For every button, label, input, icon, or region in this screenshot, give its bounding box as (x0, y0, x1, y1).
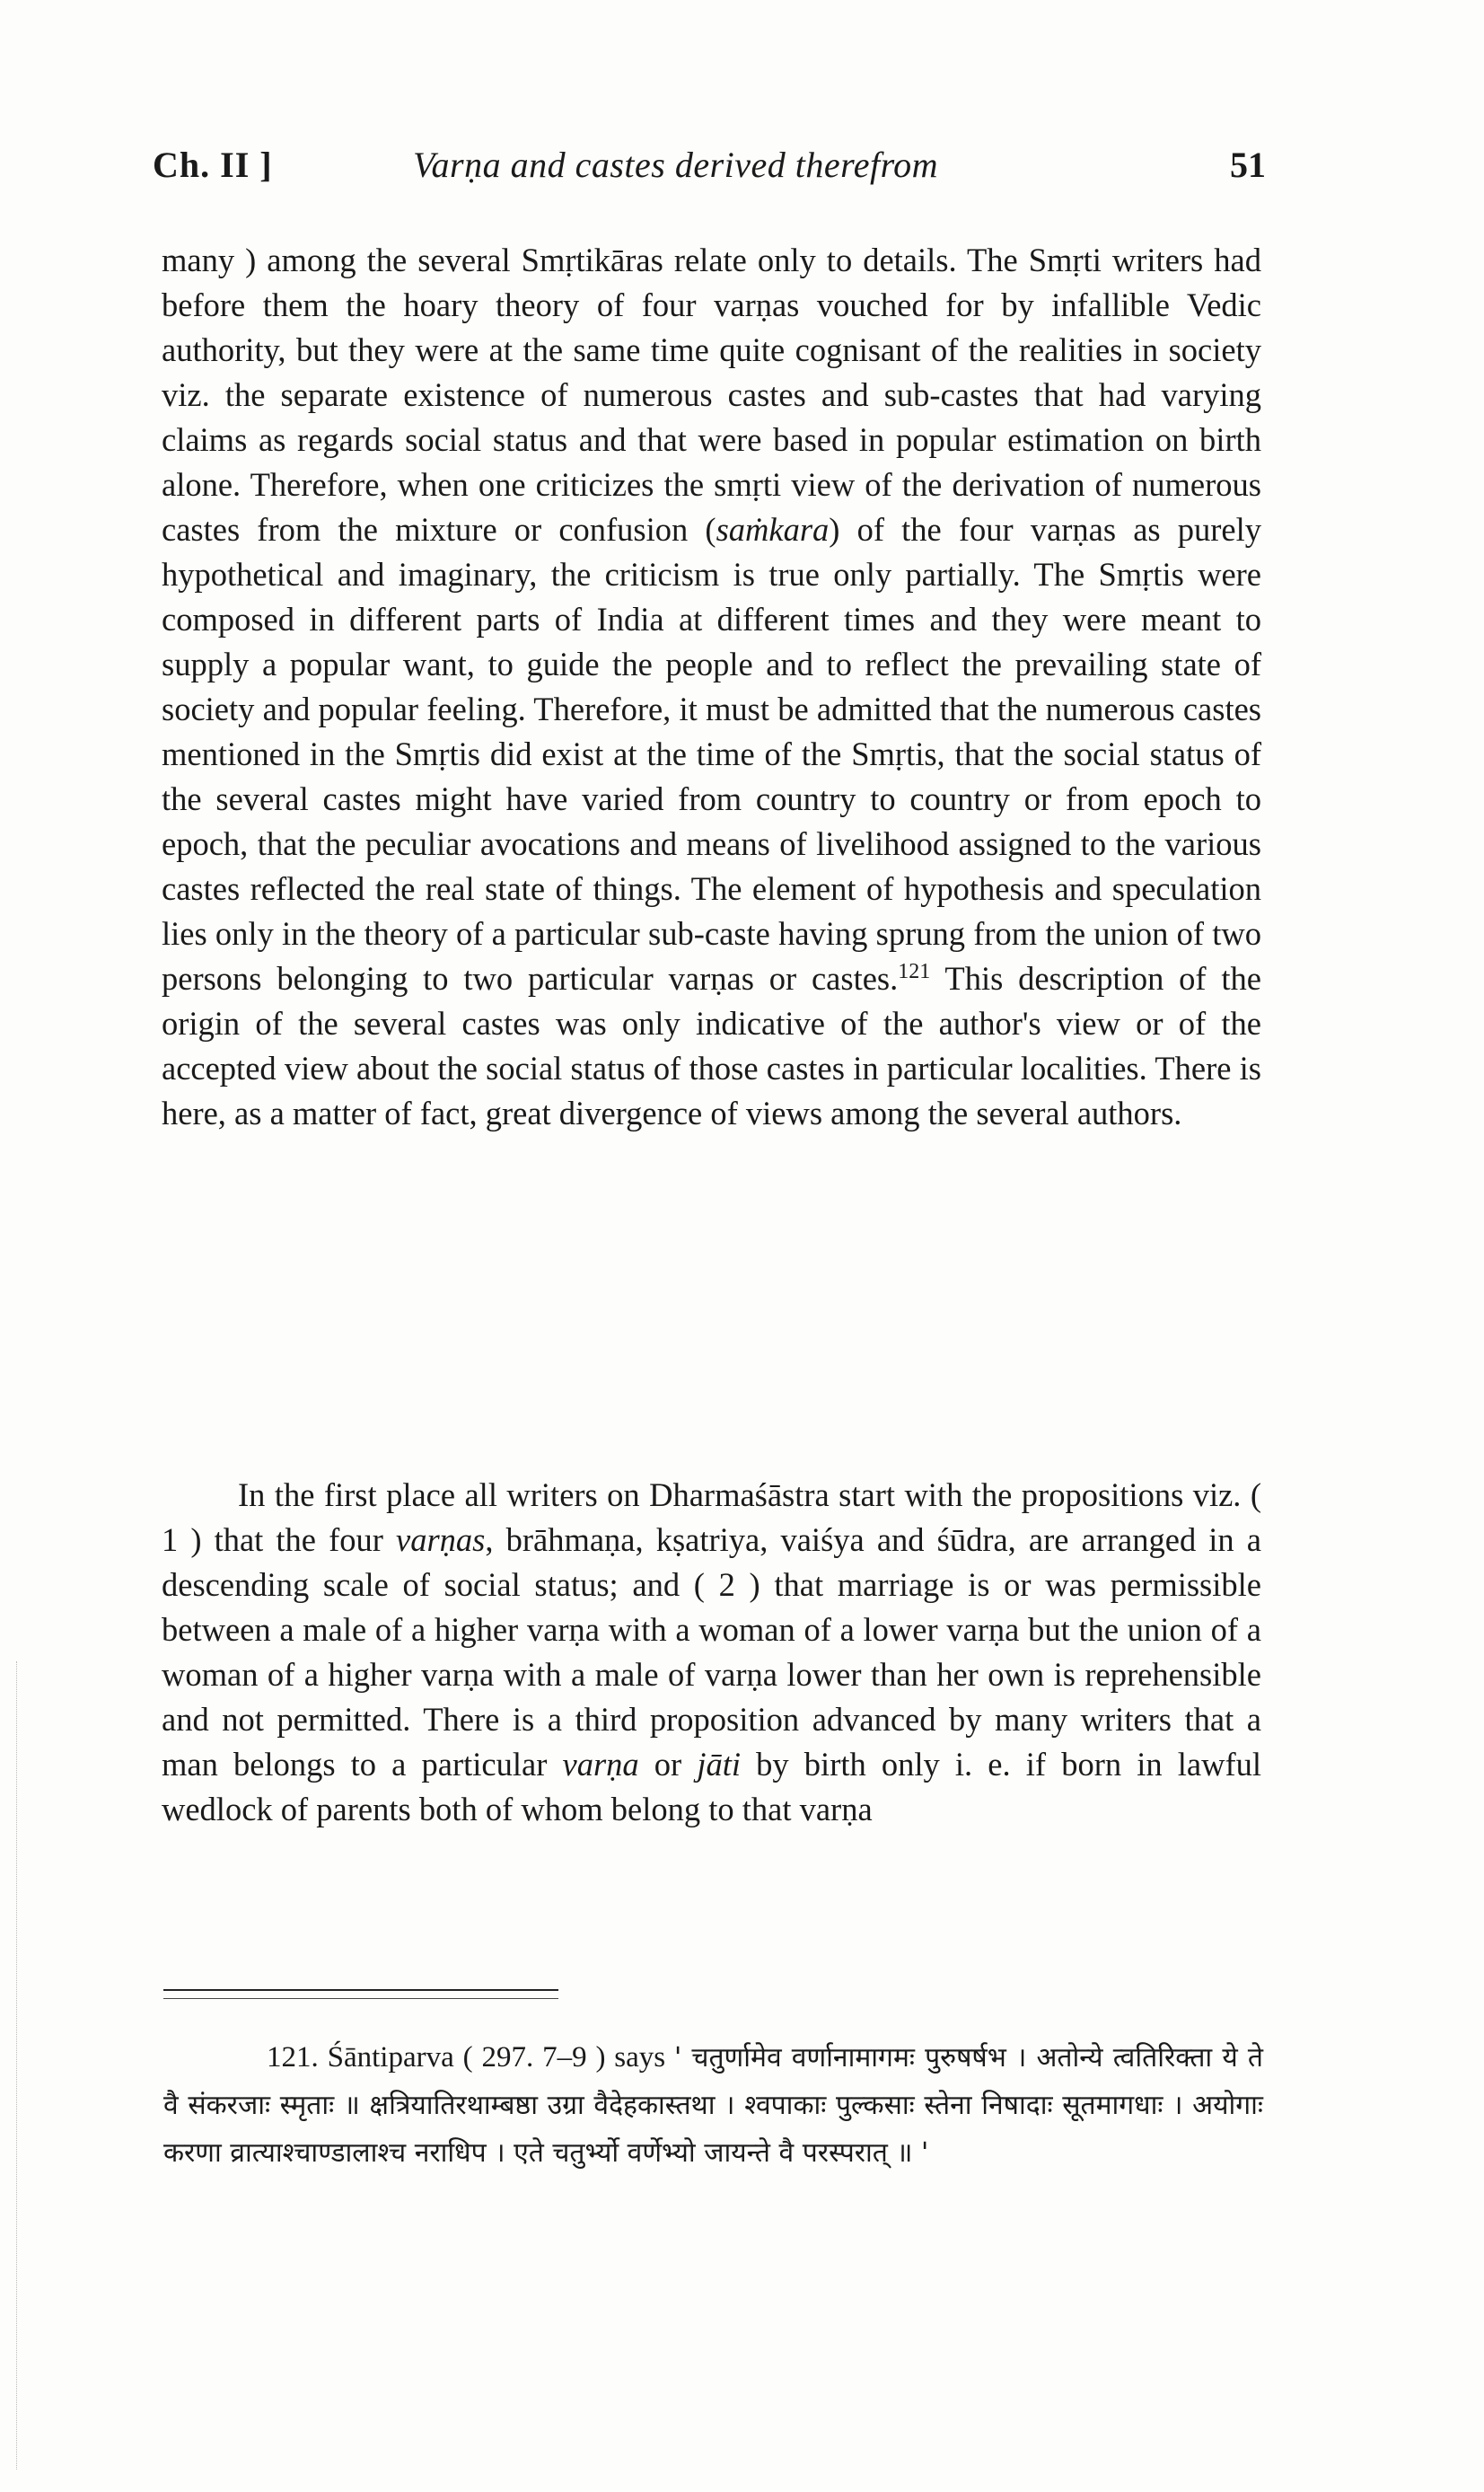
paragraph-1-text-b: ) of the four varṇas as purely hypothetical and imaginary, the criticism is true only partially. The Smṛtis were composed in different parts of India at different times and they were meant to supply a popular want, to guide the people and to reflect the prevailing state of society and popular feeling. Therefore, it must be admitted that the numerous castes mentioned in the Smṛtis did exist at the time of the Smṛtis, that the social status of the several castes might have varied from country to country or from epoch to epoch, that the peculiar avocations and means of livelihood assigned to the various castes reflected the real state of things. The element of hypothesis and speculation lies only in the theory of a particular sub-caste having sprung from the union of two persons belonging to two particular varṇas or castes. (162, 511, 1262, 997)
paragraph-1-text-c: This description of the origin of the several castes was only indicative of the author's view or of the accepted view about the social status of those castes in particular localities. There is here, as a matter of fact, great divergence of views among the several authors. (162, 960, 1261, 1132)
running-title: Varṇa and castes derived therefrom (413, 145, 939, 185)
footnote-121 (163, 2034, 1263, 2177)
chapter-reference: Ch. II ] (153, 145, 273, 185)
footnote-divider (163, 1989, 558, 1991)
term-varna: varṇa (562, 1746, 639, 1783)
paragraph-2-text-c: or (638, 1746, 698, 1783)
term-samkara: saṁkara (716, 511, 830, 548)
paragraph-1 (162, 238, 1261, 1136)
scan-margin-mark (16, 1661, 17, 2470)
paragraph-2-text-b: , brāhmaṇa, kṣatriya, vaiśya and śūdra, are arranged in a descending scale of social status; and ( 2 ) that marriage is or was permissible between a male of a higher varṇa with a woman of a lower varṇa but the union of a woman of a higher varṇa with a male of varṇa lower than her own is reprehensible and not permitted. There is a third proposition advanced by many writers that a man belongs to a particular (162, 1521, 1261, 1783)
footnote-sanskrit-quote: ' चतुर्णामेव वर्णानामागमः पुरुषर्षभ । अतोन्ये त्वतिरिक्ता ये ते वै संकरजाः स्मृताः ॥ क्षत्रियातिरथाम्बष्ठा उग्रा वैदेहकास्तथा । श्वपाकाः पुल्कसाः स्तेना निषादाः सूतमागधाः । अयोगाः करणा व्रात्याश्चाण्डालाश्च नराधिप । एते चतुर्भ्यो वर्णेभ्यो जायन्ते वै परस्परात् ॥ ' (163, 2042, 1264, 2169)
paragraph-2-text-a: In the first place all writers on Dharmaśāstra start with the propositions viz. ( 1 ) that the four (162, 1476, 1261, 1558)
footnote-reference[interactable]: 121 (898, 959, 931, 983)
term-jati: jāti (697, 1746, 742, 1783)
paragraph-2 (162, 1473, 1261, 1832)
page-number: 51 (1230, 145, 1266, 185)
term-varnas: varṇas (396, 1521, 486, 1558)
footnote-text: Śāntiparva ( 297. 7–9 ) says (327, 2041, 674, 2074)
running-header (153, 144, 1266, 198)
paragraph-2-text-d: by birth only i. e. if born in lawful wedlock of parents both of whom belong to that varṇa (162, 1746, 1262, 1827)
paragraph-1-text-a: many ) among the several Smṛtikāras relate only to details. The Smṛti writers had before them the hoary theory of four varṇas vouched for by infallible Vedic authority, but they were at the same time quite cognisant of the realities in society viz. the separate existence of numerous castes and sub-castes that had varying claims as regards social status and that were based in popular estimation on birth alone. Therefore, when one criticizes the smṛti view of the derivation of numerous castes from the mixture or confusion ( (162, 242, 1261, 548)
footnote-divider-secondary (163, 1998, 558, 1999)
footnote-number: 121. (267, 2041, 319, 2074)
